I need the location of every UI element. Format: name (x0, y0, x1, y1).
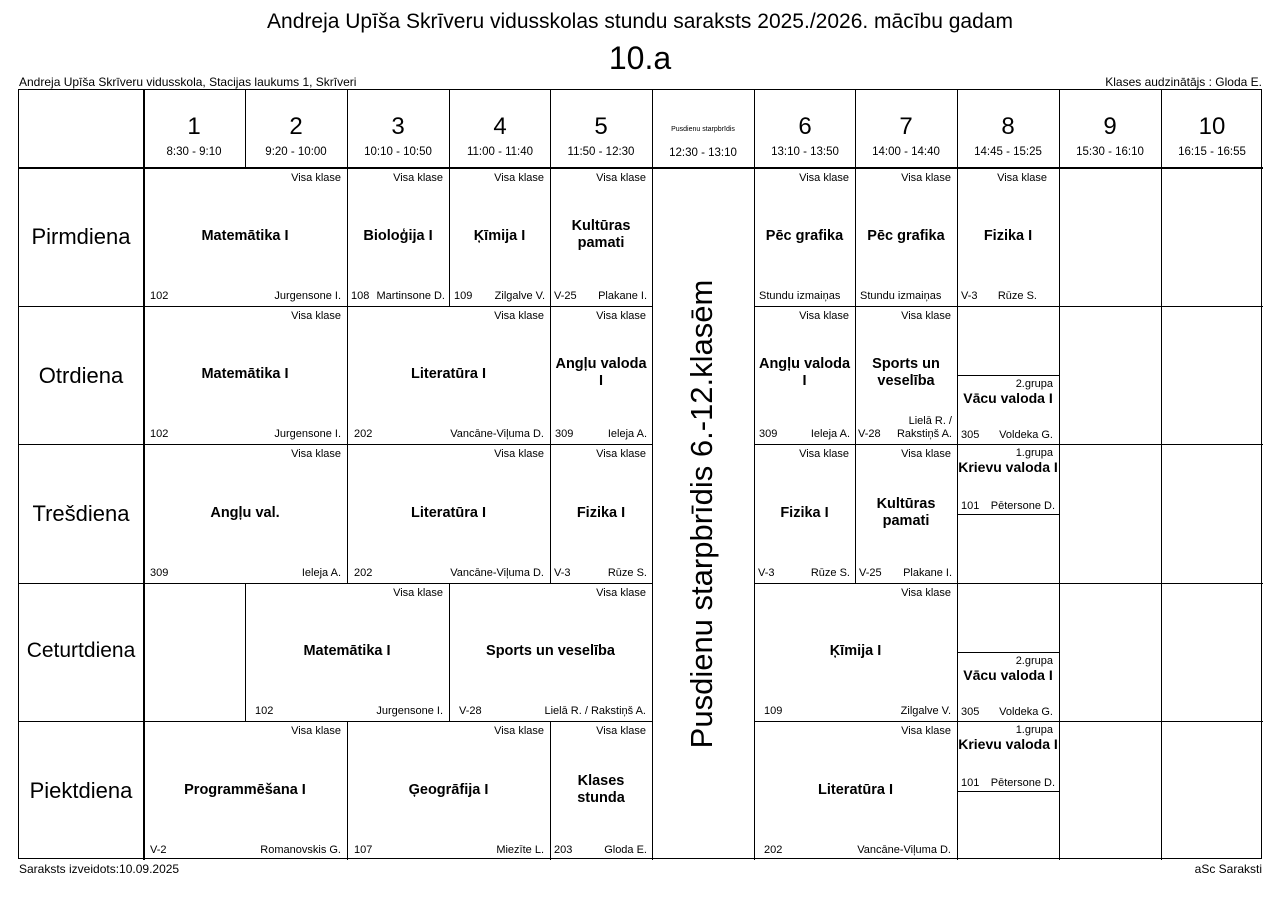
subject-name: Bioloģija I (363, 228, 433, 244)
room-number: 109 (764, 705, 783, 717)
grid-line (19, 721, 652, 722)
group-label: 1.grupa (1015, 447, 1053, 459)
lesson-cell (855, 168, 957, 306)
period-header-5 (550, 90, 652, 168)
room-number: 309 (150, 567, 169, 579)
lesson-cell (754, 583, 957, 721)
lesson-cell (754, 168, 855, 306)
period-time: 13:10 - 13:50 (771, 146, 839, 158)
teacher-name: Stundu izmaiņas (759, 290, 841, 302)
teacher-name: Jurgensone I. (274, 428, 341, 440)
period-time: 14:45 - 15:25 (974, 146, 1042, 158)
subject-name: Fizika I (983, 228, 1033, 244)
period-header-8 (957, 90, 1059, 168)
lesson-cell (347, 168, 449, 306)
teacher-name: Pētersone D. (990, 777, 1055, 789)
page-title: Andreja Upīša Skrīveru vidusskolas stundu saraksts 2025./2026. mācību gadam (267, 10, 1013, 33)
period-time: 15:30 - 16:10 (1076, 146, 1144, 158)
lesson-cell (143, 168, 347, 306)
subject-name: Krievu valoda I (958, 736, 1058, 752)
teacher-name: Romanovskis G. (260, 844, 341, 856)
subject-name: Literatūra I (818, 782, 893, 798)
room-number: 305 (961, 429, 980, 441)
day-wednesday: Trešdiena (32, 501, 130, 526)
grid-line (957, 375, 1059, 376)
grid-line (19, 583, 652, 584)
subject-name: Angļu valoda I (758, 356, 851, 389)
grid-line (957, 791, 1059, 792)
period-time: 14:00 - 14:40 (872, 146, 940, 158)
period-number: 2 (289, 113, 303, 140)
group-label: Visa klase (494, 172, 544, 184)
class-teacher: Klases audzinātājs : Gloda E. (1105, 75, 1262, 89)
subject-name: Angļu valoda I (555, 356, 647, 389)
period-header-6 (754, 90, 856, 168)
room-number: 202 (764, 844, 783, 856)
room-number: 109 (454, 290, 473, 302)
group-label: Visa klase (799, 172, 849, 184)
teacher-name: Rūze S. (810, 567, 850, 579)
subject-name: Kultūras pamati (571, 218, 631, 251)
group-label: Visa klase (494, 310, 544, 322)
group-label: 2.grupa (1015, 378, 1053, 390)
day-tuesday: Otrdiena (38, 363, 124, 388)
class-name: 10.a (608, 40, 672, 76)
teacher-name: Jurgensone I. (376, 705, 443, 717)
teacher-name: Lielā R. / (908, 415, 952, 427)
teacher-name: Vancāne-Viļuma D. (450, 428, 544, 440)
teacher-name: Vancāne-Viļuma D. (857, 844, 951, 856)
lesson-cell (449, 583, 652, 721)
room-number: 102 (150, 428, 169, 440)
lesson-cell (550, 721, 652, 860)
group-label: Visa klase (997, 172, 1047, 184)
teacher-name: Voldeka G. (999, 706, 1053, 718)
lesson-cell (855, 444, 957, 583)
teacher-name: Vancāne-Viļuma D. (450, 567, 544, 579)
group-label: Visa klase (799, 448, 849, 460)
room-number: V-28 (459, 705, 482, 717)
grid-line (143, 90, 145, 860)
subject-name: Matemātika I (201, 366, 289, 382)
timetable-grid (18, 89, 1262, 859)
subject-name: Ģeogrāfija I (408, 782, 489, 798)
lunch-header-label: Pusdienu starpbrīdis (671, 126, 735, 133)
teacher-name: Lielā R. / Rakstiņš A. (544, 705, 646, 717)
period-number: 1 (187, 113, 201, 140)
lesson-cell (550, 168, 652, 306)
lesson-cell (957, 168, 1059, 306)
room-number: V-3 (961, 290, 978, 302)
day-monday: Pirmdiena (31, 224, 131, 249)
room-number: 102 (255, 705, 274, 717)
group-label: Visa klase (393, 172, 443, 184)
period-number: 9 (1103, 113, 1117, 140)
teacher-name: Martinsone D. (376, 290, 445, 302)
grid-line (19, 444, 652, 445)
teacher-name: Voldeka G. (999, 429, 1053, 441)
lesson-cell (347, 306, 550, 444)
room-number: 102 (150, 290, 169, 302)
lesson-cell (245, 583, 449, 721)
group-label: 1.grupa (1015, 724, 1053, 736)
group-label: Visa klase (393, 587, 443, 599)
group-label: Visa klase (494, 725, 544, 737)
subject-name: Pēc grafika (867, 228, 945, 244)
room-number: V-3 (758, 567, 775, 579)
period-header-lunch (652, 90, 754, 168)
teacher-name: Stundu izmaiņas (860, 290, 942, 302)
room-number: 101 (961, 500, 980, 512)
room-number: 202 (354, 567, 373, 579)
lesson-cell (449, 168, 550, 306)
grid-line (855, 90, 856, 583)
teacher-name: Rūze S. (607, 567, 647, 579)
grid-line (550, 721, 551, 860)
group-lesson-cell (957, 375, 1059, 444)
grid-line (957, 652, 1059, 653)
lesson-cell (143, 306, 347, 444)
grid-line (1161, 90, 1162, 860)
subject-name: Kultūras pamati (876, 496, 936, 529)
room-number: 309 (555, 428, 574, 440)
period-header-2 (245, 90, 347, 168)
group-label: Visa klase (596, 587, 646, 599)
period-number: 7 (899, 113, 913, 140)
group-label: Visa klase (799, 310, 849, 322)
grid-line (957, 90, 958, 860)
lesson-cell (347, 444, 550, 583)
subject-name: Sports un veselība (872, 356, 940, 389)
period-time: 12:30 - 13:10 (669, 147, 737, 159)
grid-line (19, 167, 1263, 169)
group-label: 2.grupa (1015, 655, 1053, 667)
group-label: Visa klase (291, 310, 341, 322)
group-label: Visa klase (901, 725, 951, 737)
footer-created-date: Saraksts izveidots:10.09.2025 (19, 862, 180, 876)
subject-name: Fizika I (780, 505, 829, 521)
room-number: V-25 (554, 290, 577, 302)
room-number: 203 (554, 844, 573, 856)
lesson-cell (754, 721, 957, 860)
subject-name: Matemātika I (303, 643, 391, 659)
period-time: 16:15 - 16:55 (1178, 146, 1246, 158)
period-number: 10 (1198, 113, 1226, 140)
subject-name: Vācu valoda I (963, 667, 1053, 683)
room-number: 101 (961, 777, 980, 789)
teacher-name: Rūze S. (997, 290, 1037, 302)
lesson-cell (143, 721, 347, 860)
subject-name: Klases stunda (577, 773, 625, 806)
group-label: Visa klase (901, 587, 951, 599)
grid-line (754, 721, 1263, 722)
lesson-cell (754, 306, 855, 444)
group-lesson-cell (957, 721, 1059, 791)
room-number: 107 (354, 844, 373, 856)
period-number: 4 (493, 113, 507, 140)
lesson-cell (754, 444, 855, 583)
teacher-name: Ieleja A. (810, 428, 850, 440)
period-time: 9:20 - 10:00 (265, 146, 327, 158)
room-number: 305 (961, 706, 980, 718)
group-label: Visa klase (291, 448, 341, 460)
teacher-name: Ieleja A. (301, 567, 341, 579)
footer-brand: aSc Saraksti (1194, 862, 1262, 876)
subject-name: Ķīmija I (473, 228, 526, 244)
group-label: Visa klase (291, 172, 341, 184)
period-header-3 (347, 90, 449, 168)
grid-line (1059, 90, 1060, 860)
subject-name: Ķīmija I (829, 643, 882, 659)
period-header-9 (1059, 90, 1161, 168)
room-number: V-25 (859, 567, 882, 579)
group-label: Visa klase (901, 448, 951, 460)
subject-name: Fizika I (576, 505, 626, 521)
grid-line (652, 90, 653, 860)
school-address: Andreja Upīša Skrīveru vidusskola, Stacijas laukums 1, Skrīveri (19, 75, 357, 89)
room-number: 309 (759, 428, 778, 440)
teacher-name: Plakane I. (598, 290, 647, 302)
subject-name: Angļu val. (210, 505, 280, 521)
period-time: 8:30 - 9:10 (166, 146, 222, 158)
period-time: 11:50 - 12:30 (567, 146, 635, 158)
group-label: Visa klase (901, 310, 951, 322)
subject-name: Literatūra I (411, 366, 486, 382)
lesson-cell (347, 721, 550, 860)
group-lesson-cell (957, 652, 1059, 721)
room-number: V-3 (554, 567, 571, 579)
group-label: Visa klase (291, 725, 341, 737)
day-friday: Piektdiena (29, 778, 133, 803)
lesson-cell (855, 306, 957, 444)
grid-line (754, 306, 1263, 307)
grid-line (347, 90, 348, 583)
grid-line (754, 444, 1263, 445)
grid-line (347, 721, 348, 860)
subject-name: Vācu valoda I (963, 390, 1053, 406)
lesson-cell (143, 444, 347, 583)
group-label: Visa klase (901, 172, 951, 184)
period-header-10 (1161, 90, 1263, 168)
grid-line (449, 90, 450, 306)
teacher-name: Jurgensone I. (274, 290, 341, 302)
room-number: V-2 (150, 844, 167, 856)
period-time: 10:10 - 10:50 (364, 146, 432, 158)
period-header-4 (449, 90, 551, 168)
period-header-7 (855, 90, 957, 168)
teacher-name: Plakane I. (903, 567, 952, 579)
teacher-name: Zilgalve V. (900, 705, 951, 717)
lunch-break-banner (651, 168, 753, 860)
grid-line (449, 583, 450, 721)
period-number: 8 (1001, 113, 1015, 140)
group-label: Visa klase (596, 172, 646, 184)
group-lesson-cell (957, 444, 1059, 514)
teacher-name: Gloda E. (604, 844, 647, 856)
group-label: Visa klase (596, 725, 646, 737)
grid-line (957, 514, 1059, 515)
subject-name: Pēc grafika (765, 228, 844, 244)
teacher-name: Miezīte L. (496, 844, 544, 856)
subject-name: Literatūra I (411, 505, 486, 521)
period-number: 6 (798, 113, 812, 140)
period-header-1 (143, 90, 245, 168)
teacher-name: Ieleja A. (607, 428, 647, 440)
grid-line (550, 90, 551, 583)
day-thursday: Ceturtdiena (26, 639, 136, 662)
teacher-name: Rakstiņš A. (896, 428, 952, 440)
room-number: 202 (354, 428, 373, 440)
grid-line (245, 90, 246, 168)
lunch-break-text: Pusdienu starpbrīdis 6.-12.klasēm (684, 279, 719, 749)
grid-line (754, 90, 755, 860)
room-number: 108 (351, 290, 370, 302)
teacher-name: Zilgalve V. (494, 290, 545, 302)
lesson-cell (550, 444, 652, 583)
group-label: Visa klase (494, 448, 544, 460)
grid-line (245, 583, 246, 721)
period-number: 5 (594, 113, 608, 140)
subject-name: Krievu valoda I (958, 459, 1058, 475)
group-label: Visa klase (596, 310, 646, 322)
teacher-name: Pētersone D. (990, 500, 1055, 512)
subject-name: Sports un veselība (486, 643, 615, 659)
room-number: V-28 (858, 428, 881, 440)
period-number: 3 (391, 113, 405, 140)
grid-line (754, 583, 1263, 584)
group-label: Visa klase (596, 448, 646, 460)
subject-name: Matemātika I (201, 228, 289, 244)
grid-line (19, 306, 652, 307)
lesson-cell (550, 306, 652, 444)
period-time: 11:00 - 11:40 (466, 146, 534, 158)
subject-name: Programmēšana I (184, 782, 306, 798)
